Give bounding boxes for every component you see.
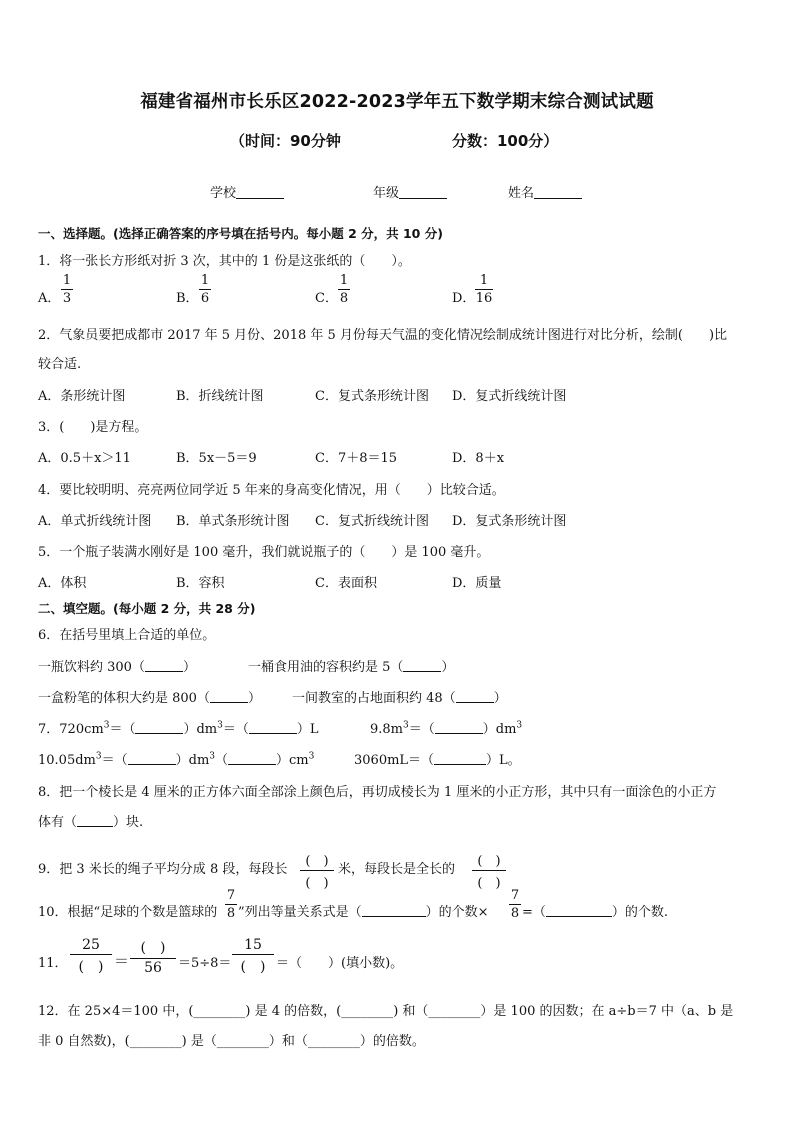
answer-blank[interactable] (546, 904, 612, 917)
question-11-tail: ＝（ ）(填小数)。 (276, 956, 404, 971)
answer-blank[interactable] (128, 752, 176, 765)
question-5-option-b: B．容积 (176, 576, 225, 591)
question-10-text-c: =（ ）的个数. (522, 905, 669, 920)
question-3-option-a: A．0.5＋x＞11 (38, 451, 131, 466)
question-6-item-a: 一瓶饮料约 300（ ） (38, 660, 196, 675)
time-label: （时间：90分钟 (230, 132, 341, 150)
question-2-line-1: 2．气象员要把成都市 2017 年 5 月份、2018 年 5 月份每天气温的变化情况绘制成统计图进行对比分析，绘制( )比 (38, 328, 728, 343)
question-11-middle: ＝5÷8＝ (178, 956, 232, 971)
question-7-line-2: $10.05dm^3=$（ ）$dm^3$（ ）$cm^3$ (38, 751, 315, 768)
name-field[interactable] (508, 182, 582, 201)
question-3-option-b: B．5x－5＝9 (176, 451, 257, 466)
question-2-option-a: A．条形统计图 (38, 389, 126, 404)
question-2-option-c: C．复式条形统计图 (315, 389, 429, 404)
equals-sign: ＝ (114, 952, 130, 970)
answer-blank[interactable] (210, 690, 248, 703)
question-12-line-2: 非 0 自然数)，(________) 是（________）和（________）的倍数。 (38, 1034, 425, 1049)
name-label: 姓名 (508, 186, 535, 201)
question-6-item-d: 一间教室的占地面积约 48（ ） (292, 691, 507, 706)
question-11-fraction-2[interactable]: ( ) 56 (130, 937, 176, 976)
question-4-option-a: A．单式折线统计图 (38, 514, 152, 529)
question-5-option-d: D．质量 (452, 576, 502, 591)
answer-blank[interactable] (145, 659, 183, 672)
question-11-label: 11． (38, 956, 68, 971)
question-1-option-fraction: 1 3 (62, 273, 72, 306)
question-1: 1．将一张长方形纸对折 3 次，其中的 1 份是这张纸的（ ）。 (38, 254, 411, 269)
question-5-option-a: A．体积 (38, 576, 87, 591)
answer-blank[interactable] (403, 659, 441, 672)
question-8-line-2: 体有（ ）块. (38, 815, 144, 830)
section-2-heading: 二、填空题。(每小题 2 分，共 28 分) (38, 601, 256, 616)
school-field[interactable] (210, 182, 284, 201)
section-1-heading: 一、选择题。(选择正确答案的序号填在括号内。每小题 2 分，共 10 分) (38, 226, 443, 241)
question-4-option-d: D．复式条形统计图 (452, 514, 567, 529)
grade-field[interactable] (373, 182, 447, 201)
question-4: 4．要比较明明、亮亮两位同学近 5 年来的身高变化情况，用（ ）比较合适。 (38, 483, 505, 498)
answer-blank[interactable] (456, 690, 494, 703)
answer-blank[interactable] (435, 721, 483, 734)
question-9-fraction-1[interactable]: ( ) ( ) (300, 850, 334, 891)
question-6-item-c: 一盒粉笔的体积大约是 800（ ） (38, 691, 261, 706)
question-7-item-b: $9.8m^3=$（ ）$dm^3$ (370, 720, 523, 737)
question-1-option-label: C． (315, 291, 338, 306)
question-1-option-label: D． (452, 291, 476, 306)
question-1-option-fraction: 1 16 (475, 273, 493, 306)
school-label: 学校 (210, 186, 237, 201)
answer-blank[interactable] (362, 904, 426, 917)
question-7-line-1: 7．$720cm^3=$（ ）$dm^3=$（ ）L (38, 720, 319, 737)
page-title: 福建省福州市长乐区2022-2023学年五下数学期末综合测试试题 (140, 92, 654, 112)
answer-blank[interactable] (434, 752, 486, 765)
question-3-option-c: C．7＋8＝15 (315, 451, 398, 466)
grade-label: 年级 (373, 186, 400, 201)
question-10-fraction-1: 7 8 (226, 888, 236, 921)
question-10-fraction-2: 7 8 (510, 888, 520, 921)
question-5-option-c: C．表面积 (315, 576, 377, 591)
question-2-line-2: 较合适. (38, 357, 82, 372)
question-5: 5．一个瓶子装满水刚好是 100 毫升，我们就说瓶子的（ ）是 100 毫升。 (38, 545, 490, 560)
question-3-option-d: D．8＋x (452, 451, 505, 466)
question-7-item-d: 3060mL＝（ ）L。 (354, 753, 521, 768)
question-1-option-label: A． (38, 291, 61, 306)
question-8-line-1: 8．把一个棱长是 4 厘米的正方体六面全部涂上颜色后，再切成棱长为 1 厘米的小正方形，其中只有一面涂色的小正方 (38, 785, 717, 800)
question-9-text-a: 9．把 3 米长的绳子平均分成 8 段，每段长 (38, 862, 288, 877)
score-label: 分数：100分） (452, 132, 559, 150)
answer-blank[interactable] (249, 721, 297, 734)
question-6: 6．在括号里填上合适的单位。 (38, 628, 216, 643)
question-6-item-b: 一桶食用油的容积约是 5（ ） (248, 660, 455, 675)
question-2-option-b: B．折线统计图 (176, 389, 264, 404)
question-11-fraction-1[interactable]: 25 ( ) (70, 937, 112, 976)
answer-blank[interactable] (228, 752, 276, 765)
answer-blank[interactable] (135, 721, 183, 734)
question-4-option-b: B．单式条形统计图 (176, 514, 290, 529)
question-1-option-fraction: 1 8 (339, 273, 349, 306)
question-12-line-1: 12．在 25×4＝100 中，(________) 是 4 的倍数，(________) 和（________）是 100 的因数；在 a÷b＝7 中（a、b 是 (38, 1004, 734, 1019)
question-1-option-fraction: 1 6 (200, 273, 210, 306)
question-9-fraction-2[interactable]: ( ) ( ) (472, 850, 506, 891)
question-1-option-label: B． (176, 291, 199, 306)
question-10-text-a: 10．根据“足球的个数是篮球的 (38, 905, 218, 920)
answer-blank[interactable] (77, 814, 113, 827)
question-10-text-b: ”列出等量关系式是（ ）的个数× (238, 905, 489, 920)
question-3: 3．( )是方程。 (38, 420, 148, 435)
question-9-text-b: 米，每段长是全长的 (338, 862, 456, 877)
question-4-option-c: C．复式折线统计图 (315, 514, 429, 529)
question-2-option-d: D．复式折线统计图 (452, 389, 567, 404)
question-11-fraction-3[interactable]: 15 ( ) (232, 937, 274, 976)
